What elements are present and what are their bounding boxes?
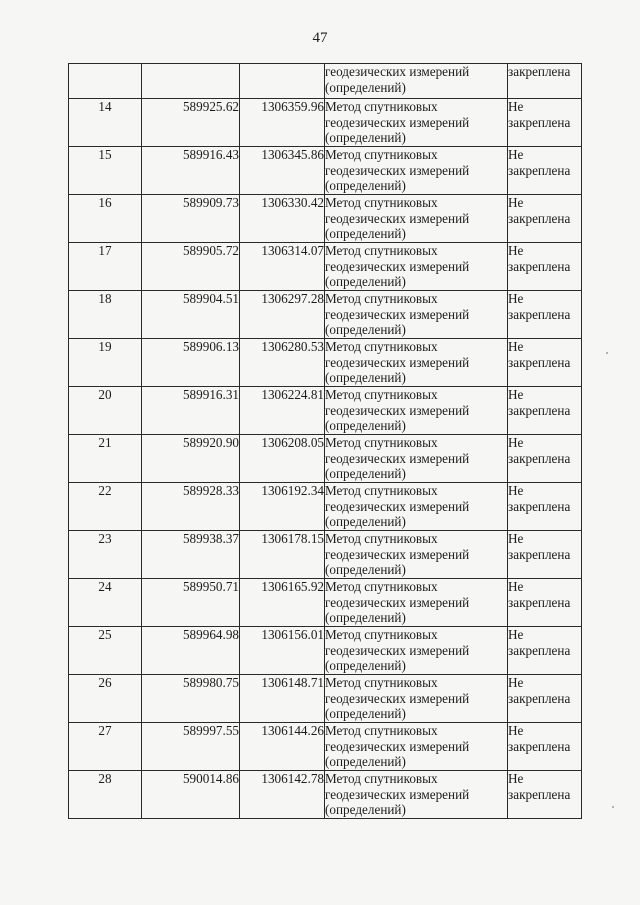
method-line: Метод спутниковых — [325, 723, 438, 738]
x-coordinate-cell: 589980.75 — [142, 675, 240, 723]
fixation-line: закреплена — [508, 210, 571, 226]
fixation-cell — [508, 99, 582, 147]
method-line: (определений) — [325, 130, 406, 146]
table-row — [69, 291, 582, 339]
method-line: Метод спутниковых — [325, 243, 438, 258]
fixation-line: закреплена — [508, 738, 571, 754]
y-coordinate-cell — [240, 64, 325, 99]
method-line: (определений) — [325, 562, 406, 578]
method-cell — [325, 147, 508, 195]
fixation-line: закреплена — [508, 258, 571, 274]
method-cell — [325, 723, 508, 771]
method-cell — [325, 771, 508, 819]
method-line: (определений) — [325, 79, 406, 95]
method-line: геодезических измерений — [325, 786, 470, 802]
method-cell — [325, 243, 508, 291]
method-line: Метод спутниковых — [325, 435, 438, 450]
method-cell — [325, 627, 508, 675]
table-row — [69, 627, 582, 675]
table-row — [69, 531, 582, 579]
table-row — [69, 579, 582, 627]
method-line: (определений) — [325, 322, 406, 338]
fixation-line: закреплена — [508, 594, 571, 610]
x-coordinate-cell: 590014.86 — [142, 771, 240, 819]
fixation-line: Не — [508, 387, 524, 402]
fixation-cell — [508, 243, 582, 291]
point-number-cell: 23 — [69, 531, 142, 579]
method-line: Метод спутниковых — [325, 483, 438, 498]
point-number-cell: 20 — [69, 387, 142, 435]
point-number-cell: 19 — [69, 339, 142, 387]
method-line: Метод спутниковых — [325, 579, 438, 594]
fixation-cell — [508, 387, 582, 435]
method-line: (определений) — [325, 466, 406, 482]
x-coordinate-cell: 589905.72 — [142, 243, 240, 291]
y-coordinate-cell: 1306208.05 — [240, 435, 325, 483]
fixation-cell — [508, 147, 582, 195]
y-coordinate-cell: 1306280.53 — [240, 339, 325, 387]
x-coordinate-cell: 589916.31 — [142, 387, 240, 435]
x-coordinate-cell: 589909.73 — [142, 195, 240, 243]
x-coordinate-cell: 589950.71 — [142, 579, 240, 627]
table-row — [69, 243, 582, 291]
method-cell — [325, 579, 508, 627]
fixation-line: закреплена — [508, 354, 571, 370]
table-row — [69, 147, 582, 195]
method-line: геодезических измерений — [325, 690, 470, 706]
method-line: геодезических измерений — [325, 258, 470, 274]
method-line: (определений) — [325, 370, 406, 386]
method-line: Метод спутниковых — [325, 99, 438, 114]
table-row — [69, 195, 582, 243]
method-line: Метод спутниковых — [325, 771, 438, 786]
method-line: Метод спутниковых — [325, 627, 438, 642]
fixation-line: Не — [508, 723, 524, 738]
table-row — [69, 339, 582, 387]
method-cell — [325, 675, 508, 723]
y-coordinate-cell: 1306156.01 — [240, 627, 325, 675]
fixation-line: закреплена — [508, 306, 571, 322]
method-line: геодезических измерений — [325, 546, 470, 562]
method-line: (определений) — [325, 274, 406, 290]
point-number-cell: 26 — [69, 675, 142, 723]
fixation-line: Не — [508, 579, 524, 594]
fixation-cell — [508, 291, 582, 339]
x-coordinate-cell: 589916.43 — [142, 147, 240, 195]
table-row-continued — [69, 64, 582, 99]
method-line: геодезических измерений — [325, 114, 470, 130]
fixation-line: Не — [508, 435, 524, 450]
y-coordinate-cell: 1306359.96 — [240, 99, 325, 147]
y-coordinate-cell: 1306297.28 — [240, 291, 325, 339]
x-coordinate-cell: 589964.98 — [142, 627, 240, 675]
method-line: (определений) — [325, 178, 406, 194]
fixation-cell — [508, 435, 582, 483]
method-cell — [325, 531, 508, 579]
point-number-cell: 27 — [69, 723, 142, 771]
fixation-cell — [508, 195, 582, 243]
y-coordinate-cell: 1306142.78 — [240, 771, 325, 819]
method-line: геодезических измерений — [325, 594, 470, 610]
fixation-line: Не — [508, 675, 524, 690]
y-coordinate-cell: 1306148.71 — [240, 675, 325, 723]
fixation-line: закреплена — [508, 546, 571, 562]
point-number-cell: 16 — [69, 195, 142, 243]
y-coordinate-cell: 1306224.81 — [240, 387, 325, 435]
page-number: 47 — [312, 30, 328, 46]
fixation-line: Не — [508, 195, 524, 210]
x-coordinate-cell: 589997.55 — [142, 723, 240, 771]
method-line: геодезических измерений — [325, 402, 470, 418]
y-coordinate-cell: 1306330.42 — [240, 195, 325, 243]
table-row — [69, 99, 582, 147]
method-cell — [325, 435, 508, 483]
method-line: геодезических измерений — [325, 210, 470, 226]
point-number-cell: 17 — [69, 243, 142, 291]
y-coordinate-cell: 1306165.92 — [240, 579, 325, 627]
fixation-line: закреплена — [508, 162, 571, 178]
table-row — [69, 675, 582, 723]
method-line: Метод спутниковых — [325, 387, 438, 402]
fixation-line: закреплена — [508, 450, 571, 466]
coordinates-table-body — [69, 64, 582, 819]
method-line: (определений) — [325, 418, 406, 434]
point-number-cell: 21 — [69, 435, 142, 483]
scan-speck — [612, 806, 614, 808]
y-coordinate-cell: 1306192.34 — [240, 483, 325, 531]
method-line: геодезических измерений — [325, 306, 470, 322]
method-cell — [325, 64, 508, 99]
fixation-line: Не — [508, 771, 524, 786]
y-coordinate-cell: 1306178.15 — [240, 531, 325, 579]
point-number-cell: 18 — [69, 291, 142, 339]
method-line: геодезических измерений — [325, 450, 470, 466]
point-number-cell: 22 — [69, 483, 142, 531]
fixation-cell — [508, 771, 582, 819]
fixation-line: закреплена — [508, 114, 571, 130]
method-line: Метод спутниковых — [325, 531, 438, 546]
point-number-cell: 24 — [69, 579, 142, 627]
table-row — [69, 387, 582, 435]
fixation-cell — [508, 675, 582, 723]
point-number-cell: 15 — [69, 147, 142, 195]
method-line: Метод спутниковых — [325, 675, 438, 690]
y-coordinate-cell: 1306345.86 — [240, 147, 325, 195]
fixation-cell — [508, 531, 582, 579]
method-line: (определений) — [325, 610, 406, 626]
fixation-line: Не — [508, 243, 524, 258]
method-line: геодезических измерений — [325, 354, 470, 370]
fixation-line: закреплена — [508, 786, 571, 802]
method-cell — [325, 291, 508, 339]
method-line: Метод спутниковых — [325, 339, 438, 354]
fixation-line: закреплена — [508, 402, 571, 418]
method-line: (определений) — [325, 754, 406, 770]
method-line: геодезических измерений — [325, 64, 470, 79]
method-line: геодезических измерений — [325, 498, 470, 514]
fixation-line: Не — [508, 531, 524, 546]
x-coordinate-cell: 589906.13 — [142, 339, 240, 387]
method-line: Метод спутниковых — [325, 291, 438, 306]
scan-speck — [606, 352, 608, 354]
method-cell — [325, 99, 508, 147]
x-coordinate-cell — [142, 64, 240, 99]
method-line: геодезических измерений — [325, 162, 470, 178]
fixation-cell — [508, 579, 582, 627]
fixation-cell — [508, 339, 582, 387]
fixation-cell — [508, 723, 582, 771]
method-line: Метод спутниковых — [325, 147, 438, 162]
fixation-line: закреплена — [508, 498, 571, 514]
fixation-line: Не — [508, 291, 524, 306]
y-coordinate-cell: 1306314.07 — [240, 243, 325, 291]
fixation-cell — [508, 483, 582, 531]
fixation-line: Не — [508, 147, 524, 162]
method-cell — [325, 339, 508, 387]
table-row — [69, 483, 582, 531]
method-line: (определений) — [325, 514, 406, 530]
method-cell — [325, 387, 508, 435]
coordinates-table — [68, 63, 582, 819]
y-coordinate-cell: 1306144.26 — [240, 723, 325, 771]
table-row — [69, 435, 582, 483]
table-row — [69, 771, 582, 819]
point-number-cell: 14 — [69, 99, 142, 147]
method-line: (определений) — [325, 658, 406, 674]
x-coordinate-cell: 589904.51 — [142, 291, 240, 339]
x-coordinate-cell: 589938.37 — [142, 531, 240, 579]
point-number-cell — [69, 64, 142, 99]
fixation-cell — [508, 64, 582, 99]
method-line: геодезических измерений — [325, 642, 470, 658]
method-line: (определений) — [325, 706, 406, 722]
method-cell — [325, 195, 508, 243]
x-coordinate-cell: 589928.33 — [142, 483, 240, 531]
x-coordinate-cell: 589920.90 — [142, 435, 240, 483]
x-coordinate-cell: 589925.62 — [142, 99, 240, 147]
fixation-line: закреплена — [508, 64, 571, 79]
method-line: (определений) — [325, 226, 406, 242]
fixation-line: Не — [508, 99, 524, 114]
table-row — [69, 723, 582, 771]
method-cell — [325, 483, 508, 531]
fixation-line: Не — [508, 627, 524, 642]
method-line: Метод спутниковых — [325, 195, 438, 210]
fixation-cell — [508, 627, 582, 675]
fixation-line: Не — [508, 483, 524, 498]
fixation-line: закреплена — [508, 690, 571, 706]
fixation-line: Не — [508, 339, 524, 354]
point-number-cell: 25 — [69, 627, 142, 675]
point-number-cell: 28 — [69, 771, 142, 819]
method-line: геодезических измерений — [325, 738, 470, 754]
method-line: (определений) — [325, 802, 406, 818]
fixation-line: закреплена — [508, 642, 571, 658]
